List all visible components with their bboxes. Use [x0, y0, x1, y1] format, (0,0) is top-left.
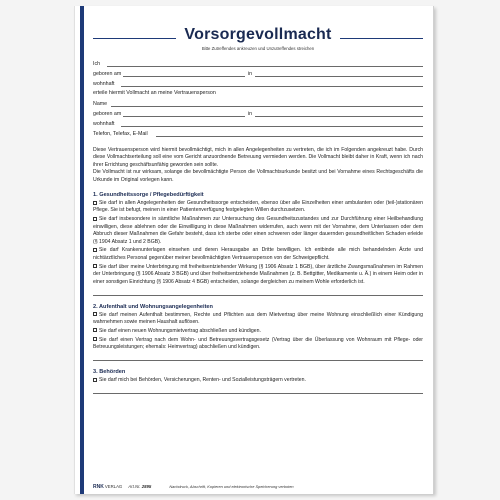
document-page — [74, 6, 434, 494]
checkbox[interactable] — [93, 248, 97, 252]
checkbox[interactable] — [93, 328, 97, 332]
document-title: Vorsorgevollmacht — [184, 26, 332, 43]
section-title-behoerden: 3. Behörden — [93, 369, 126, 376]
label-agent-wohnhaft: wohnhaft — [93, 121, 115, 127]
title-row — [93, 16, 423, 44]
option-text: Sie darf in allen Angelegenheiten der Gesundheitssorge entscheiden, ebenso über alle Einzelheiten einer ambulanten oder (teil-)stationären Pflege. Sie ist befugt, meinen in einer Patientenverfügung festgelegten Willen durchzusetzen. — [93, 200, 423, 214]
field-agent-geboren — [93, 108, 423, 118]
option-text: Sie darf mich bei Behörden, Versicherungen, Renten- und Sozialleistungsträgern vertreten. — [99, 377, 306, 384]
article-label: Art.Nr. — [128, 484, 141, 489]
input-line-geboren-am[interactable] — [123, 76, 245, 77]
field-name — [93, 98, 423, 108]
input-line-geburtsort[interactable] — [255, 76, 423, 77]
input-line-agent-geburtsort[interactable] — [255, 116, 423, 117]
label-geboren-am: geboren am — [93, 71, 122, 77]
label-in: in — [248, 71, 253, 77]
intro-paragraph-1: Diese Vertrauensperson wird hiermit bevollmächtigt, mich in allen Angelegenheiten zu vertreten, die ich im Folgenden angekreuzt habe. Durch diese Vollmachtserteilung soll eine vom Gericht anzuordnende Betreuung vermieden werden. Die Vollmacht bleibt daher in Kraft, wenn ich nach ihrer Errichtung geschäftsunfähig geworden sein sollte. — [93, 147, 423, 168]
label-agent-in: in — [248, 111, 253, 117]
section-title-gesundheit: 1. Gesundheitssorge / Pflegebedürftigkeit — [93, 192, 204, 199]
checkbox[interactable] — [93, 378, 97, 382]
instruction-note: Bitte Zutreffendes ankreuzen und Unzutreffendes streichen — [201, 46, 315, 51]
option-aufenthalt-2 — [93, 328, 423, 335]
checkbox[interactable] — [93, 264, 97, 268]
option-gesundheit-2 — [93, 216, 423, 246]
field-ich — [93, 58, 423, 68]
blank-line[interactable] — [93, 353, 423, 361]
option-text: Sie darf meinen Aufenthalt bestimmen, Rechte und Pflichten aus dem Mietvertrag über meine Wohnung einschließlich einer Kündigung wahrnehmen sowie meinen Haushalt auflösen. — [93, 311, 423, 325]
input-line-ich[interactable] — [107, 66, 423, 67]
article-number — [128, 484, 151, 489]
field-geboren — [93, 68, 423, 78]
input-line-agent-wohnhaft[interactable] — [121, 126, 423, 127]
option-text: Sie darf Krankenunterlagen einsehen und deren Herausgabe an Dritte bewilligen. Ich entbinde alle mich behandelnden Ärzte und nichtärztliches Personal gegenüber meiner bevollmächtigten Vertrauensperson von der Schweigepflicht. — [93, 247, 423, 261]
option-behoerden-1 — [93, 377, 423, 384]
label-wohnhaft: wohnhaft — [93, 81, 115, 87]
copyright-notice: Nachdruck, Abschrift, Kopieren und elektronische Speicherung verboten — [169, 484, 294, 489]
option-text: Sie darf insbesondere in sämtliche Maßnahmen zur Untersuchung des Gesundheitszustandes und zur Durchführung einer Heilbehandlung einwilligen, diese ablehnen oder die Einwilligung in diese Maßnahmen widerrufen, auch wenn mit der Vornahme, dem Unterlassen oder dem Abbruch dieser Maßnahmen die Gefahr besteht, dass ich sterbe oder einen schweren oder länger dauernden gesundheitlichen Schaden erleide (§ 1904 Absatz 1 und 2 BGB). — [93, 216, 423, 245]
input-line-agent-geboren-am[interactable] — [123, 116, 245, 117]
option-gesundheit-4 — [93, 264, 423, 286]
option-text: Sie darf über meine Unterbringung mit freiheitsentziehender Wirkung (§ 1906 Absatz 1 BGB), über ärztliche Zwangsmaßnahmen im Rahmen der Unterbringung (§ 1906 Absatz 3 BGB) und über freiheitsentziehende Maßnahmen (z. B. Bettgitter, Medikamente u. Ä.) in einem Heim oder in einer sonstigen Einrichtung (§ 1906 Absatz 4 BGB) entscheiden, solange dergleichen zu meinem Wohle erforderlich ist. — [93, 263, 423, 285]
section-title-aufenthalt: 2. Aufenthalt und Wohnungsangelegenheiten — [93, 303, 213, 310]
option-text: Sie darf einen neuen Wohnungsmietvertrag abschließen und kündigen. — [99, 327, 261, 334]
field-agent-wohnhaft — [93, 118, 423, 128]
grant-statement: erteile hiermit Vollmacht an meine Vertrauensperson — [93, 90, 216, 96]
label-telefon: Telefon, Telefax, E-Mail — [93, 131, 148, 137]
footer — [93, 484, 423, 490]
input-line-name[interactable] — [111, 106, 423, 107]
label-agent-geboren-am: geboren am — [93, 111, 122, 117]
binding-strip — [80, 6, 84, 494]
checkbox[interactable] — [93, 337, 97, 341]
option-gesundheit-3 — [93, 247, 423, 262]
article-value: 2895 — [141, 484, 152, 489]
publisher-logo: RNK — [93, 484, 104, 490]
option-gesundheit-1 — [93, 200, 423, 215]
label-ich: Ich — [93, 61, 101, 67]
field-telefon — [93, 128, 423, 138]
title-rule-right — [340, 38, 423, 39]
intro-paragraph-2: Die Vollmacht ist nur wirksam, solange die bevollmächtigte Person die Vollmachtsurkunde besitzt und bei Vornahme eines Rechtsgeschäfts die Urkunde im Original vorlegen kann. — [93, 169, 423, 183]
checkbox[interactable] — [93, 201, 97, 205]
title-rule-left — [93, 38, 176, 39]
blank-line[interactable] — [93, 386, 423, 394]
publisher-verlag: VERLAG — [104, 484, 123, 489]
option-aufenthalt-1 — [93, 312, 423, 327]
field-wohnhaft — [93, 78, 423, 88]
input-line-wohnhaft[interactable] — [121, 86, 423, 87]
input-line-telefon[interactable] — [156, 136, 423, 137]
checkbox[interactable] — [93, 312, 97, 316]
option-text: Sie darf einen Vertrag nach dem Wohn- und Betreuungsvertragsgesetz (Vertrag über die Überlassung von Wohnraum mit Pflege- oder Betreuungsleistungen; ehemals: Heimvertrag) abschließen und kündigen. — [93, 336, 423, 351]
option-aufenthalt-3 — [93, 337, 423, 352]
document-content — [93, 16, 423, 395]
label-name: Name — [93, 101, 108, 107]
blank-line[interactable] — [93, 288, 423, 296]
checkbox[interactable] — [93, 217, 97, 221]
